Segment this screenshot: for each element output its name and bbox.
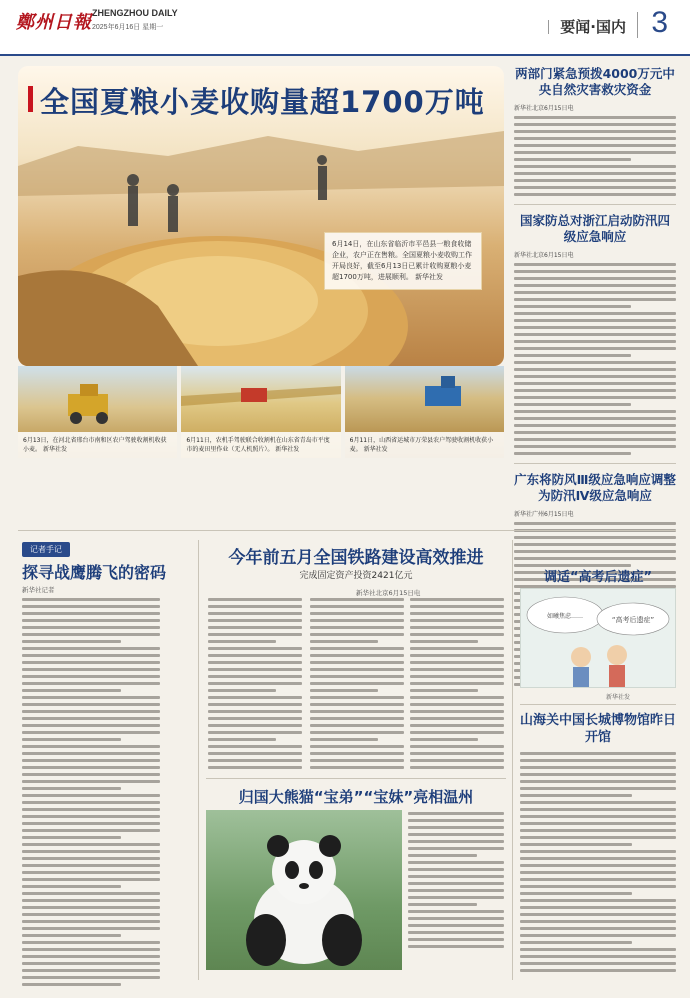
reporter-notes-tag: 记者手记 xyxy=(22,542,70,557)
cartoon-illustration xyxy=(520,588,676,688)
museum-body xyxy=(520,752,676,972)
railway-headline: 今年前五月全国铁路建设高效推进 xyxy=(228,548,484,568)
divider xyxy=(514,463,676,464)
story-zhejiang-headline: 国家防总对浙江启动防汛四级应急响应 xyxy=(519,213,670,244)
story-guangdong-headline: 广东将防风Ⅲ级应急响应调整为防汛Ⅳ级应急响应 xyxy=(514,472,676,503)
photo-3-credit: 新华社发 xyxy=(363,446,388,453)
masthead xyxy=(0,0,690,56)
lead-photo-caption xyxy=(324,232,482,290)
page-number: 3 xyxy=(651,6,668,39)
museum-headline: 山海关中国长城博物馆昨日开馆 xyxy=(520,713,677,745)
panda-image xyxy=(206,810,402,970)
cartoon-image xyxy=(521,589,676,688)
photo-3-caption xyxy=(345,432,504,458)
section-divider xyxy=(520,704,676,705)
story-disaster-fund-body xyxy=(514,116,676,196)
story-disaster-fund-byline: 新华社北京6月15日电 xyxy=(514,105,574,112)
photo-3-caption-text: 6月11日，山西省运城市万荣县农户驾驶收割机收获小麦。 xyxy=(349,437,494,453)
panda-photo xyxy=(206,810,402,970)
harvest-photo-1 xyxy=(18,366,177,458)
story-zhejiang-body xyxy=(514,263,676,455)
paper-english-name: ZHENGZHOU DAILY xyxy=(92,8,178,18)
newspaper-logo: 鄭州日報 xyxy=(16,12,92,33)
reporter-notes-byline: 新华社记者 xyxy=(22,586,55,594)
cartoon-credit: 新华社发 xyxy=(606,694,631,701)
issue-date: 2025年6月16日 星期一 xyxy=(92,24,164,31)
railway-subheadline: 完成固定资产投资2421亿元 xyxy=(299,571,413,581)
story-guangdong-byline: 新华社广州6月15日电 xyxy=(514,511,574,518)
railway-body-col-2 xyxy=(310,598,404,769)
cartoon-bubble-right: “高考后遗症” xyxy=(611,616,655,624)
photo-1-credit: 新华社发 xyxy=(42,446,67,453)
reporter-notes-body xyxy=(22,598,160,986)
cartoon-headline: 调适“高考后遗症” xyxy=(543,570,653,585)
cartoon-bubble-left: 如曦焦虑…… xyxy=(546,613,584,620)
column-divider xyxy=(512,540,513,980)
lead-story xyxy=(18,66,504,366)
lead-headline: 全国夏粮小麦收购量超1700万吨 xyxy=(40,80,485,121)
panda-headline: 归国大熊猫“宝弟”“宝妹”亮相温州 xyxy=(238,788,474,806)
photo-2-credit: 新华社发 xyxy=(275,446,300,453)
photo-2-caption xyxy=(181,432,340,458)
section-name: 要闻·国内 xyxy=(560,18,626,36)
section-divider xyxy=(18,530,676,531)
harvest-photo-3 xyxy=(345,366,504,458)
divider xyxy=(514,204,676,205)
section-divider xyxy=(206,778,506,779)
lead-caption-text: 6月14日，在山东省临沂市平邑县一粮食收储企业，农户正在售粮。全国夏粮小麦收购工作开局良好，截至6月13日已累计收购夏粮小麦超1700万吨，进展顺利。 xyxy=(332,240,472,281)
photo-1-caption xyxy=(18,432,177,458)
photo-2-caption-text: 6月11日，农机手驾驶联合收割机在山东省青岛市平度市的麦田里作业（无人机照片）。 xyxy=(186,437,330,453)
harvest-photo-2 xyxy=(181,366,340,458)
lead-caption-credit: 新华社发 xyxy=(415,273,444,281)
railway-body-col-1 xyxy=(208,598,302,769)
column-divider xyxy=(198,540,199,980)
photo-1-caption-text: 6月13日，在河北省邢台市南和区农户驾驶收割机收获小麦。 xyxy=(23,437,167,453)
reporter-notes-headline: 探寻战鹰腾飞的密码 xyxy=(22,563,167,582)
story-disaster-fund-headline: 两部门紧急预拨4000万元中央自然灾害救灾资金 xyxy=(515,66,675,97)
panda-body xyxy=(408,812,504,948)
photo-strip xyxy=(18,366,504,458)
railway-byline: 新华社北京6月15日电 xyxy=(356,589,421,597)
railway-body-col-3 xyxy=(410,598,504,769)
story-zhejiang-byline: 新华社北京6月15日电 xyxy=(514,252,574,259)
